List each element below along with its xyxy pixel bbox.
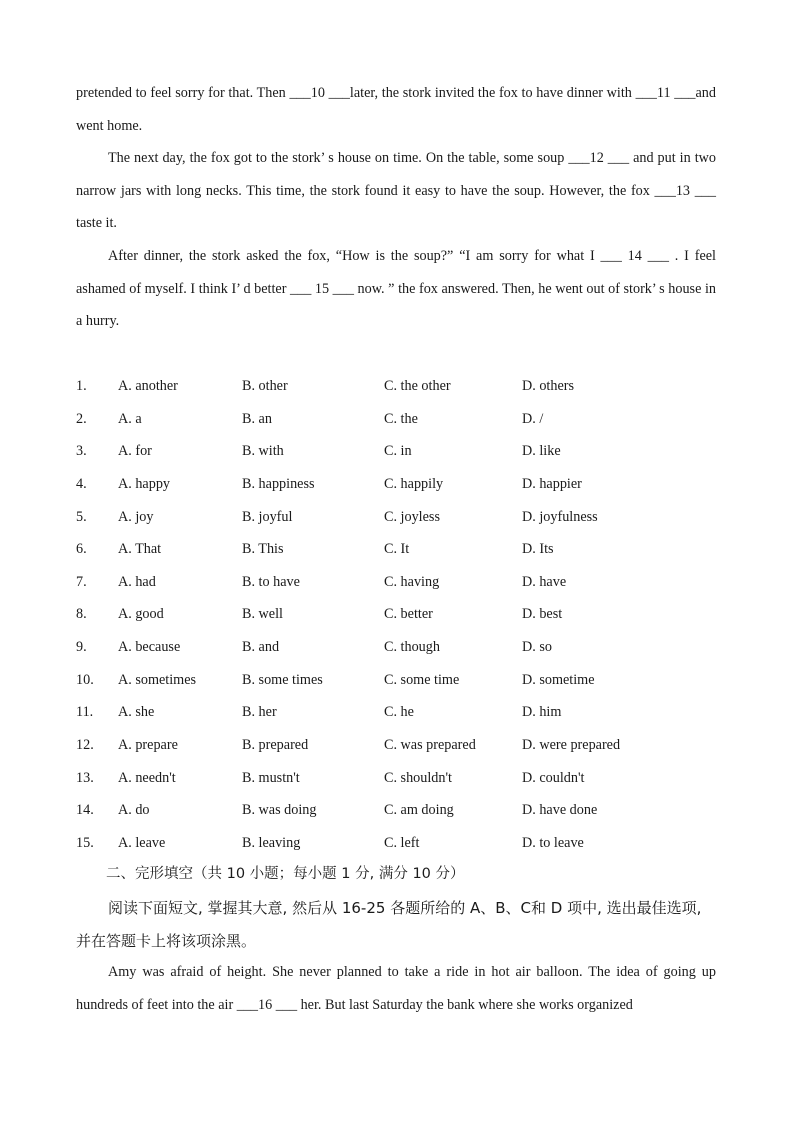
option-a: A. happy (118, 475, 171, 492)
option-c: C. left (384, 834, 420, 851)
option-c: C. the other (384, 378, 451, 394)
option-b: B. other (242, 378, 288, 394)
option-a: A. do (118, 802, 150, 819)
option-row (76, 435, 716, 468)
option-d: D. have (522, 573, 567, 590)
question-number: 2. (76, 410, 87, 427)
option-a: A. for (118, 443, 152, 460)
option-d: D. so (522, 639, 552, 656)
option-c: C. in (384, 443, 412, 460)
option-c: C. was prepared (384, 737, 476, 754)
option-a: A. good (118, 606, 164, 623)
option-b: B. was doing (242, 802, 317, 819)
option-c: C. joyless (384, 508, 440, 525)
option-row (76, 598, 716, 631)
question-number: 6. (76, 541, 87, 558)
question-number: 1. (76, 378, 87, 394)
question-number: 12. (76, 737, 94, 754)
option-b: B. some times (242, 671, 323, 688)
option-a: A. joy (118, 508, 154, 525)
option-row (76, 827, 716, 860)
option-a: A. needn't (118, 769, 176, 786)
option-b: B. leaving (242, 834, 301, 851)
option-b: B. her (242, 704, 277, 721)
answer-options-list (76, 370, 716, 860)
option-d: D. best (522, 606, 563, 623)
option-c: C. some time (384, 671, 460, 688)
option-b: B. with (242, 443, 284, 460)
option-b: B. an (242, 410, 272, 427)
option-c: C. though (384, 639, 440, 656)
option-d: D. happier (522, 475, 582, 492)
option-d: D. joyfulness (522, 508, 598, 525)
option-row (76, 631, 716, 664)
option-d: D. like (522, 443, 561, 460)
option-d: D. to leave (522, 834, 584, 851)
option-d: D. others (522, 378, 575, 394)
section-2-passage: Amy was afraid of height. She never planned to take a ride in hot air balloon. The idea of going up hundreds of feet into the air ___16 ___ her. But last Saturday the bank where she works organized (76, 964, 716, 1013)
option-row (76, 794, 716, 827)
option-a: A. because (118, 639, 181, 656)
option-c: C. shouldn't (384, 769, 452, 786)
question-number: 3. (76, 443, 87, 460)
option-b: B. mustn't (242, 769, 300, 786)
option-c: C. It (384, 541, 410, 558)
option-row (76, 566, 716, 599)
option-b: B. to have (242, 573, 300, 590)
option-row (76, 501, 716, 534)
option-d: D. have done (522, 802, 598, 819)
option-a: A. a (118, 410, 142, 427)
option-c: C. the (384, 410, 418, 427)
option-c: C. happily (384, 475, 444, 492)
passage-paragraph-3: After dinner, the stork asked the fox, “How is the soup?” “I am sorry for what I ___ 14 ___ . I feel ashamed of myself. I think I’ d better ___ 15 ___ now. ” the fox answered. Then, he went out of stork’ s house in a hurry. (76, 248, 716, 330)
question-number: 9. (76, 639, 87, 656)
option-b: B. and (242, 639, 280, 656)
option-b: B. well (242, 606, 283, 623)
option-row (76, 696, 716, 729)
question-number: 5. (76, 508, 87, 525)
option-a: A. she (118, 704, 155, 721)
option-a: A. had (118, 573, 156, 590)
section-2-title: 二、完形填空（共 10 小题；每小题 1 分, 满分 10 分） (106, 866, 465, 882)
option-c: C. better (384, 606, 433, 623)
question-number: 11. (76, 704, 94, 721)
option-a: A. sometimes (118, 671, 197, 688)
section-2-instruction: 阅读下面短文, 掌握其大意, 然后从 16-25 各题所给的 A、B、C和 D 项中, 选出最佳选项, 并在答题卡上将该项涂黑。 (76, 899, 702, 950)
option-row (76, 468, 716, 501)
question-number: 10. (76, 671, 94, 688)
option-a: A. another (118, 378, 178, 394)
option-row (76, 403, 716, 436)
passage-paragraph-2: The next day, the fox got to the stork’ s house on time. On the table, some soup ___12 ___ and put in two narrow jars with long necks. This time, the stork found it easy to have the soup. However, the fox ___13 ___ taste it. (76, 150, 716, 232)
option-a: A. That (118, 541, 162, 558)
option-d: D. sometime (522, 671, 595, 688)
question-number: 15. (76, 834, 94, 851)
option-c: C. am doing (384, 802, 454, 819)
option-row (76, 762, 716, 795)
option-b: B. joyful (242, 508, 293, 525)
option-b: B. happiness (242, 475, 315, 492)
passage-paragraph-1: pretended to feel sorry for that. Then ___10 ___later, the stork invited the fox to have dinner with ___11 ___and went home. (76, 85, 716, 134)
option-d: D. him (522, 704, 562, 721)
question-number: 8. (76, 606, 87, 623)
option-b: B. prepared (242, 737, 309, 754)
option-d: D. were prepared (522, 737, 621, 754)
option-d: D. couldn't (522, 769, 585, 786)
question-number: 4. (76, 475, 87, 492)
question-number: 14. (76, 802, 94, 819)
option-row (76, 729, 716, 762)
option-d: D. Its (522, 541, 554, 558)
option-row (76, 370, 716, 403)
option-c: C. he (384, 704, 414, 721)
option-a: A. prepare (118, 737, 178, 754)
question-number: 13. (76, 769, 94, 786)
option-c: C. having (384, 573, 440, 590)
option-a: A. leave (118, 834, 166, 851)
option-row (76, 533, 716, 566)
option-row (76, 664, 716, 697)
question-number: 7. (76, 573, 87, 590)
option-b: B. This (242, 541, 284, 558)
option-d: D. / (522, 410, 544, 427)
